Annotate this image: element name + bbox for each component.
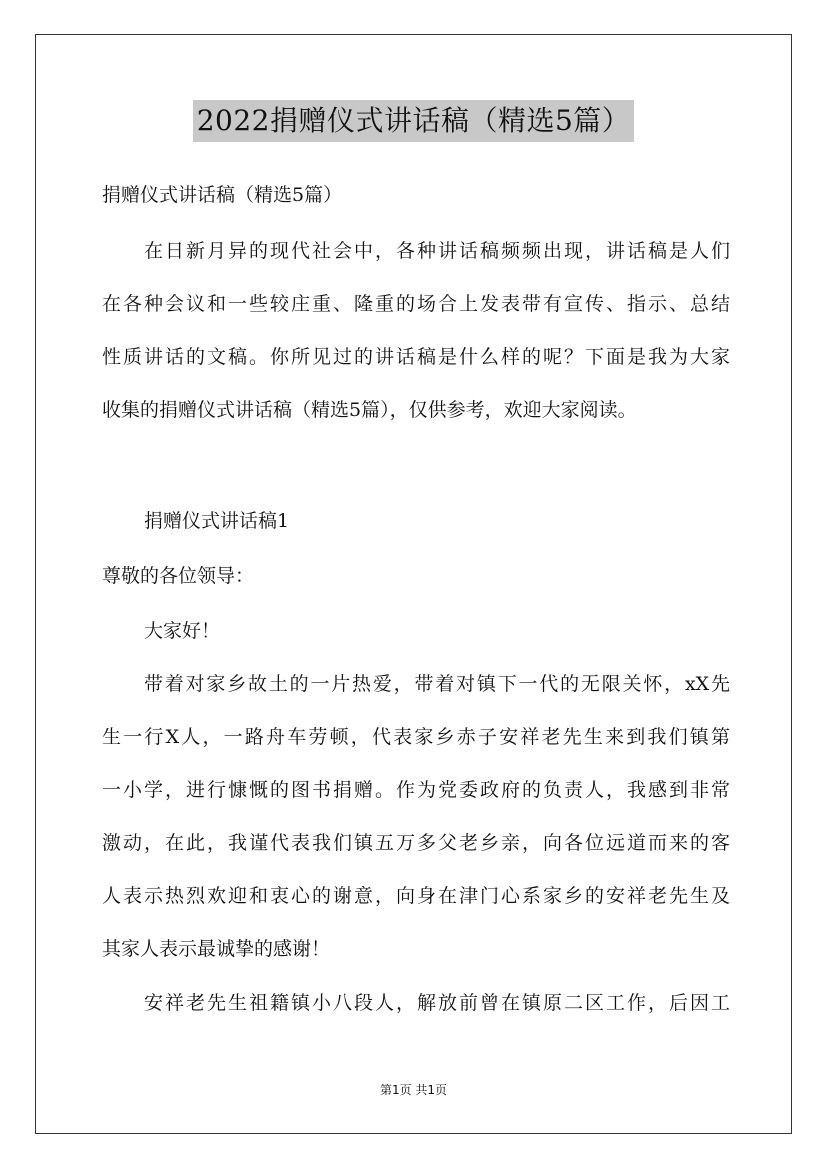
paragraph-line: 收集的捐赠仪式讲话稿（精选5篇），仅供参考，欢迎大家阅读。 bbox=[102, 399, 637, 421]
section-heading: 捐赠仪式讲话稿1 bbox=[144, 510, 290, 532]
paragraph-line: 人表示热烈欢迎和衷心的谢意，向身在津门心系家乡的安祥老先生及 bbox=[102, 885, 730, 907]
paragraph-line: 带着对家乡故土的一片热爱，带着对镇下一代的无限关怀，xX先 bbox=[144, 673, 730, 695]
paragraph-line: 在日新月异的现代社会中，各种讲话稿频频出现，讲话稿是人们 bbox=[144, 240, 730, 262]
paragraph-line: 激动，在此，我谨代表我们镇五万多父老乡亲，向各位远道而来的客 bbox=[102, 832, 730, 854]
page-footer: 第1页 共1页 bbox=[379, 1083, 448, 1097]
salutation-line: 尊敬的各位领导： bbox=[102, 565, 255, 587]
paragraph-line: 性质讲话的文稿。你所见过的讲话稿是什么样的呢？下面是我为大家 bbox=[102, 346, 730, 368]
paragraph-line: 其家人表示最诚挚的感谢！ bbox=[102, 938, 331, 960]
paragraph-line: 在各种会议和一些较庄重、隆重的场合上发表带有宣传、指示、总结 bbox=[102, 293, 730, 315]
paragraph-line: 安祥老先生祖籍镇小八段人，解放前曾在镇原二区工作，后因工 bbox=[144, 992, 730, 1014]
greeting-line: 大家好！ bbox=[144, 620, 221, 642]
title-wrap bbox=[0, 100, 827, 142]
document-title: 2022捐赠仪式讲话稿（精选5篇） bbox=[193, 100, 635, 142]
paragraph-line: 一小学，进行慷慨的图书捐赠。作为党委政府的负责人，我感到非常 bbox=[102, 779, 730, 801]
subtitle-line: 捐赠仪式讲话稿（精选5篇） bbox=[102, 184, 343, 206]
paragraph-line: 生一行X人，一路舟车劳顿，代表家乡赤子安祥老先生来到我们镇第 bbox=[102, 726, 730, 748]
